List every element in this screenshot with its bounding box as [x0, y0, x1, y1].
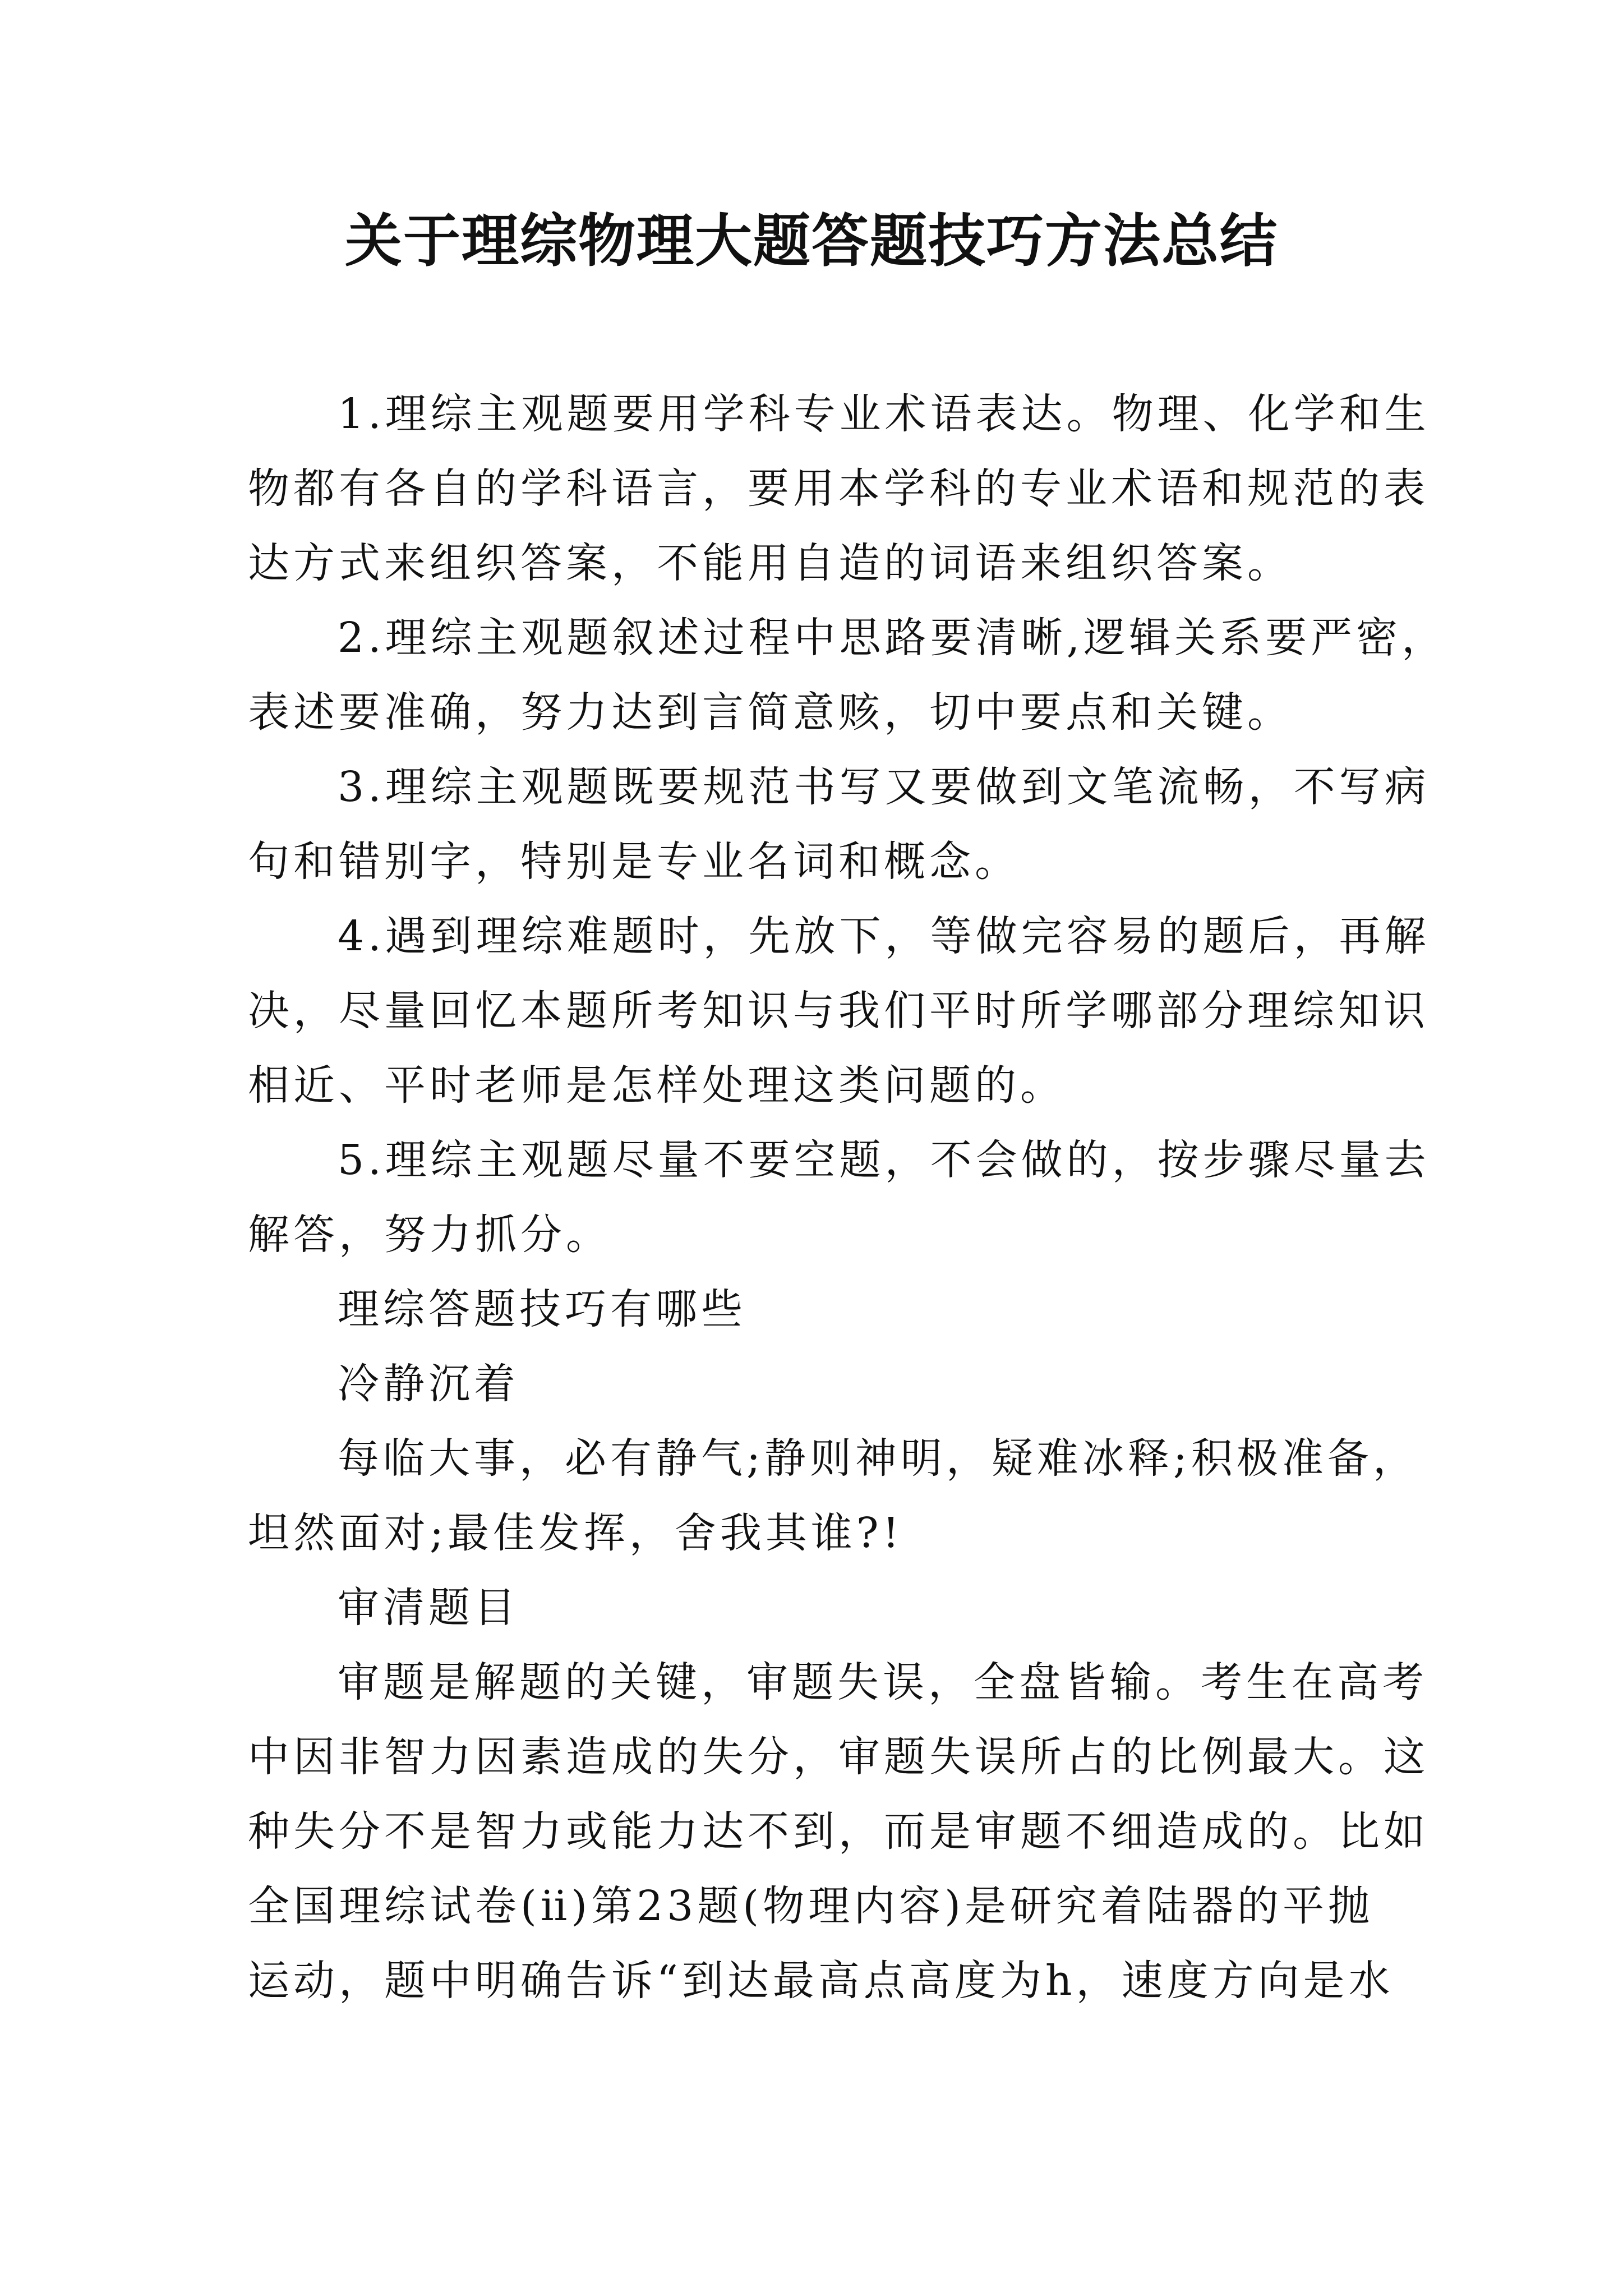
- text-line: 决，尽量回忆本题所考知识与我们平时所学哪部分理综知识: [248, 987, 1429, 1035]
- text-line: 4.遇到理综难题时，先放下，等做完容易的题后，再解: [338, 912, 1430, 960]
- text-line: 每临大事，必有静气;静则神明，疑难冰释;积极准备，: [338, 1434, 1418, 1483]
- document-body: [248, 377, 1447, 2018]
- text-line: 运动，题中明确告诉“到达最高点高度为h，速度方向是水: [248, 1957, 1394, 2005]
- text-line: 种失分不是智力或能力达不到，而是审题不细造成的。比如: [248, 1807, 1429, 1856]
- text-line: 表述要准确，努力达到言简意赅，切中要点和关键。: [248, 688, 1293, 737]
- document-title: 关于理综物理大题答题技巧方法总结: [345, 208, 1278, 275]
- text-line: 5.理综主观题尽量不要空题，不会做的，按步骤尽量去: [338, 1136, 1430, 1184]
- text-line: 审题是解题的关键，审题失误，全盘皆输。考生在高考: [338, 1658, 1428, 1706]
- text-line: 解答，努力抓分。: [248, 1211, 611, 1259]
- text-line: 物都有各自的学科语言，要用本学科的专业术语和规范的表: [248, 464, 1429, 513]
- text-line: 全国理综试卷(ⅱ)第23题(物理内容)是研究着陆器的平抛: [248, 1882, 1373, 1930]
- text-line: 句和错别字，特别是专业名词和概念。: [248, 838, 1020, 886]
- section-heading: 审清题目: [338, 1584, 519, 1632]
- text-line: 坦然面对;最佳发挥，舍我其谁?!: [248, 1509, 903, 1557]
- text-line: 1.理综主观题要用学科专业术语表达。物理、化学和生: [338, 390, 1430, 438]
- section-heading: 理综答题技巧有哪些: [338, 1285, 746, 1333]
- section-heading: 冷静沉着: [338, 1360, 519, 1408]
- text-line: 相近、平时老师是怎样处理这类问题的。: [248, 1061, 1066, 1110]
- text-line: 2.理综主观题叙述过程中思路要清晰,逻辑关系要严密，: [338, 614, 1447, 662]
- text-line: 达方式来组织答案，不能用自造的词语来组织答案。: [248, 539, 1293, 587]
- text-line: 中因非智力因素造成的失分，审题失误所占的比例最大。这: [248, 1733, 1429, 1781]
- text-line: 3.理综主观题既要规范书写又要做到文笔流畅，不写病: [338, 763, 1430, 811]
